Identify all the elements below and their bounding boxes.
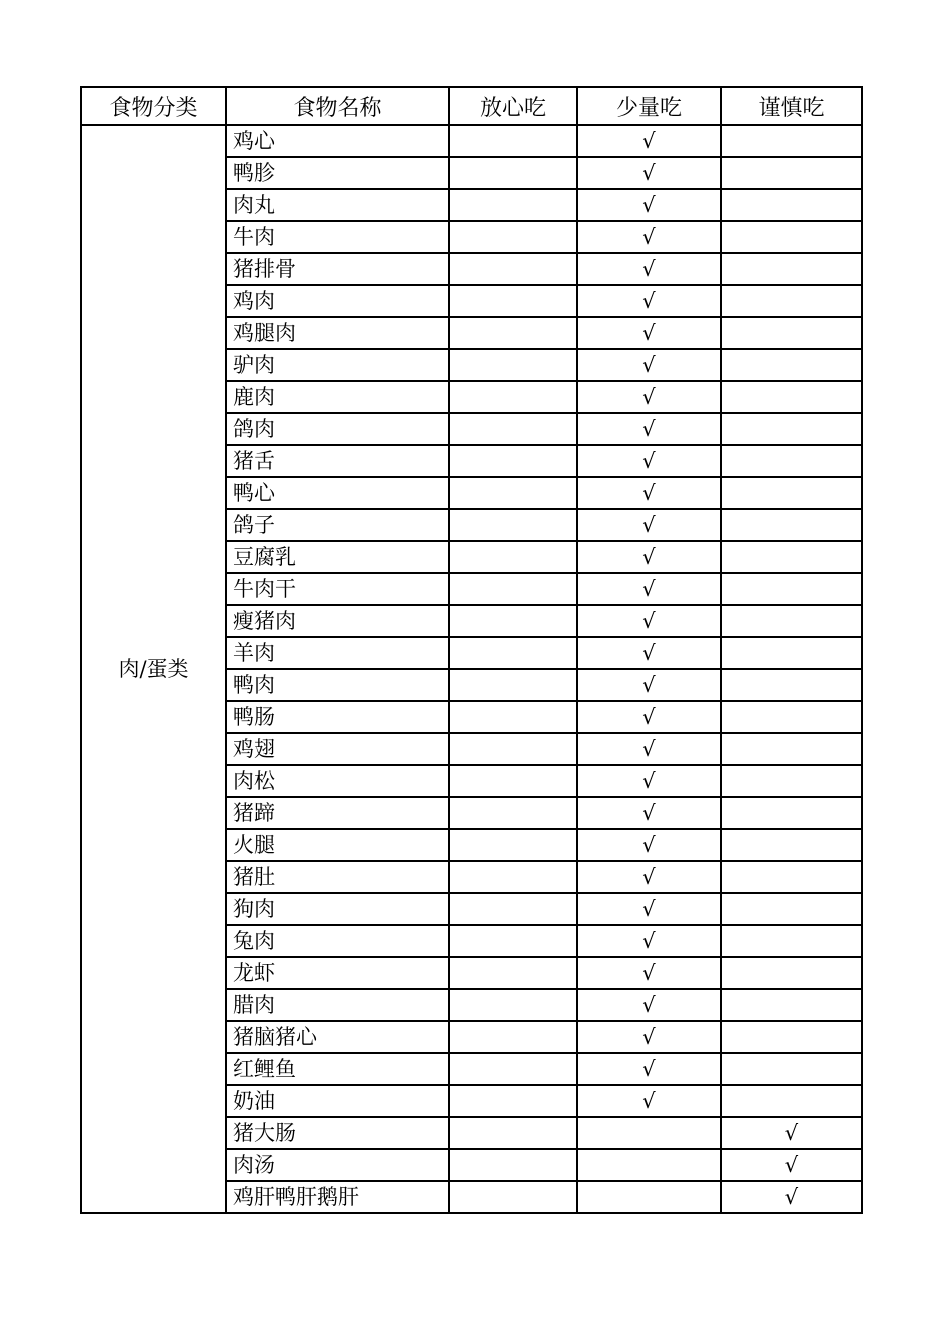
food-name-cell: 猪排骨 — [226, 253, 449, 285]
little-mark-cell: √ — [577, 253, 721, 285]
careful-mark-cell: √ — [721, 1117, 862, 1149]
safe-mark-cell — [449, 829, 577, 861]
safe-mark-cell — [449, 861, 577, 893]
food-name-cell: 猪蹄 — [226, 797, 449, 829]
food-name-cell: 鸽子 — [226, 509, 449, 541]
food-name-cell: 狗肉 — [226, 893, 449, 925]
category-cell: 肉/蛋类 — [81, 125, 226, 1213]
little-mark-cell: √ — [577, 477, 721, 509]
safe-mark-cell — [449, 509, 577, 541]
safe-mark-cell — [449, 317, 577, 349]
food-name-cell: 肉汤 — [226, 1149, 449, 1181]
safe-mark-cell — [449, 1021, 577, 1053]
little-mark-cell: √ — [577, 861, 721, 893]
table-body — [81, 125, 862, 1213]
food-name-cell: 猪脑猪心 — [226, 1021, 449, 1053]
little-mark-cell: √ — [577, 285, 721, 317]
little-mark-cell: √ — [577, 733, 721, 765]
careful-mark-cell — [721, 381, 862, 413]
little-mark-cell: √ — [577, 541, 721, 573]
little-mark-cell: √ — [577, 893, 721, 925]
careful-mark-cell — [721, 829, 862, 861]
little-mark-cell: √ — [577, 317, 721, 349]
careful-mark-cell — [721, 957, 862, 989]
safe-mark-cell — [449, 989, 577, 1021]
food-name-cell: 猪舌 — [226, 445, 449, 477]
food-name-cell: 羊肉 — [226, 637, 449, 669]
safe-mark-cell — [449, 125, 577, 157]
careful-mark-cell — [721, 541, 862, 573]
food-name-cell: 猪大肠 — [226, 1117, 449, 1149]
careful-mark-cell — [721, 1053, 862, 1085]
food-name-cell: 肉丸 — [226, 189, 449, 221]
safe-mark-cell — [449, 221, 577, 253]
little-mark-cell — [577, 1181, 721, 1213]
little-mark-cell: √ — [577, 573, 721, 605]
table-header — [81, 87, 862, 125]
food-name-cell: 鸡肝鸭肝鹅肝 — [226, 1181, 449, 1213]
little-mark-cell: √ — [577, 1085, 721, 1117]
safe-mark-cell — [449, 669, 577, 701]
little-mark-cell: √ — [577, 381, 721, 413]
careful-mark-cell — [721, 509, 862, 541]
careful-mark-cell — [721, 189, 862, 221]
careful-mark-cell — [721, 573, 862, 605]
careful-mark-cell — [721, 733, 862, 765]
careful-mark-cell — [721, 445, 862, 477]
little-mark-cell — [577, 1149, 721, 1181]
little-mark-cell: √ — [577, 829, 721, 861]
careful-mark-cell — [721, 157, 862, 189]
safe-mark-cell — [449, 349, 577, 381]
food-name-cell: 鸡翅 — [226, 733, 449, 765]
safe-mark-cell — [449, 701, 577, 733]
safe-mark-cell — [449, 253, 577, 285]
little-mark-cell: √ — [577, 221, 721, 253]
careful-mark-cell — [721, 1085, 862, 1117]
safe-mark-cell — [449, 733, 577, 765]
careful-mark-cell — [721, 1021, 862, 1053]
careful-mark-cell: √ — [721, 1181, 862, 1213]
careful-mark-cell — [721, 349, 862, 381]
food-name-cell: 红鲤鱼 — [226, 1053, 449, 1085]
careful-mark-cell — [721, 861, 862, 893]
careful-mark-cell — [721, 285, 862, 317]
little-mark-cell: √ — [577, 157, 721, 189]
little-mark-cell: √ — [577, 605, 721, 637]
food-name-cell: 牛肉 — [226, 221, 449, 253]
safe-mark-cell — [449, 925, 577, 957]
little-mark-cell — [577, 1117, 721, 1149]
food-name-cell: 豆腐乳 — [226, 541, 449, 573]
header-food-name: 食物名称 — [226, 87, 449, 125]
safe-mark-cell — [449, 541, 577, 573]
careful-mark-cell — [721, 701, 862, 733]
careful-mark-cell — [721, 317, 862, 349]
food-name-cell: 鸡心 — [226, 125, 449, 157]
safe-mark-cell — [449, 957, 577, 989]
safe-mark-cell — [449, 637, 577, 669]
header-little: 少量吃 — [577, 87, 721, 125]
food-table — [80, 86, 863, 1214]
food-name-cell: 龙虾 — [226, 957, 449, 989]
food-name-cell: 鸭肉 — [226, 669, 449, 701]
safe-mark-cell — [449, 893, 577, 925]
careful-mark-cell — [721, 637, 862, 669]
careful-mark-cell — [721, 221, 862, 253]
little-mark-cell: √ — [577, 445, 721, 477]
safe-mark-cell — [449, 605, 577, 637]
food-name-cell: 驴肉 — [226, 349, 449, 381]
careful-mark-cell: √ — [721, 1149, 862, 1181]
careful-mark-cell — [721, 893, 862, 925]
careful-mark-cell — [721, 477, 862, 509]
food-name-cell: 腊肉 — [226, 989, 449, 1021]
food-name-cell: 鸭肠 — [226, 701, 449, 733]
food-name-cell: 猪肚 — [226, 861, 449, 893]
table-row — [81, 125, 862, 157]
food-name-cell: 鹿肉 — [226, 381, 449, 413]
careful-mark-cell — [721, 413, 862, 445]
safe-mark-cell — [449, 413, 577, 445]
careful-mark-cell — [721, 765, 862, 797]
careful-mark-cell — [721, 925, 862, 957]
safe-mark-cell — [449, 157, 577, 189]
careful-mark-cell — [721, 253, 862, 285]
little-mark-cell: √ — [577, 413, 721, 445]
safe-mark-cell — [449, 1117, 577, 1149]
safe-mark-cell — [449, 1149, 577, 1181]
little-mark-cell: √ — [577, 509, 721, 541]
safe-mark-cell — [449, 381, 577, 413]
little-mark-cell: √ — [577, 925, 721, 957]
safe-mark-cell — [449, 1085, 577, 1117]
food-name-cell: 奶油 — [226, 1085, 449, 1117]
food-name-cell: 瘦猪肉 — [226, 605, 449, 637]
little-mark-cell: √ — [577, 1021, 721, 1053]
little-mark-cell: √ — [577, 957, 721, 989]
header-category: 食物分类 — [81, 87, 226, 125]
header-safe: 放心吃 — [449, 87, 577, 125]
food-name-cell: 鸭胗 — [226, 157, 449, 189]
careful-mark-cell — [721, 989, 862, 1021]
header-careful: 谨慎吃 — [721, 87, 862, 125]
little-mark-cell: √ — [577, 989, 721, 1021]
safe-mark-cell — [449, 1053, 577, 1085]
safe-mark-cell — [449, 189, 577, 221]
little-mark-cell: √ — [577, 765, 721, 797]
safe-mark-cell — [449, 285, 577, 317]
safe-mark-cell — [449, 573, 577, 605]
careful-mark-cell — [721, 669, 862, 701]
safe-mark-cell — [449, 797, 577, 829]
safe-mark-cell — [449, 765, 577, 797]
food-name-cell: 鸡腿肉 — [226, 317, 449, 349]
header-row — [81, 87, 862, 125]
food-name-cell: 肉松 — [226, 765, 449, 797]
food-name-cell: 鸡肉 — [226, 285, 449, 317]
food-name-cell: 鸭心 — [226, 477, 449, 509]
little-mark-cell: √ — [577, 349, 721, 381]
food-name-cell: 牛肉干 — [226, 573, 449, 605]
little-mark-cell: √ — [577, 637, 721, 669]
safe-mark-cell — [449, 445, 577, 477]
food-name-cell: 火腿 — [226, 829, 449, 861]
little-mark-cell: √ — [577, 797, 721, 829]
careful-mark-cell — [721, 605, 862, 637]
little-mark-cell: √ — [577, 1053, 721, 1085]
food-name-cell: 兔肉 — [226, 925, 449, 957]
careful-mark-cell — [721, 125, 862, 157]
careful-mark-cell — [721, 797, 862, 829]
food-name-cell: 鸽肉 — [226, 413, 449, 445]
little-mark-cell: √ — [577, 125, 721, 157]
little-mark-cell: √ — [577, 669, 721, 701]
safe-mark-cell — [449, 477, 577, 509]
safe-mark-cell — [449, 1181, 577, 1213]
little-mark-cell: √ — [577, 701, 721, 733]
little-mark-cell: √ — [577, 189, 721, 221]
